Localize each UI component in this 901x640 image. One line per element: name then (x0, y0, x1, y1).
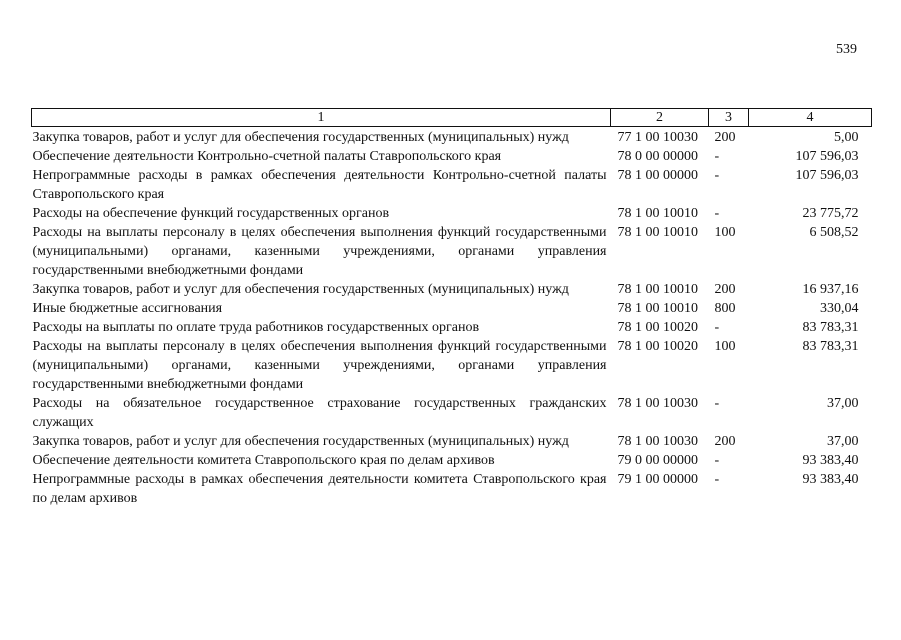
row-amount: 37,00 (827, 434, 859, 449)
table-row (32, 451, 872, 470)
row-name: Закупка товаров, работ и услуг для обеспечения государственных (муниципальных) нужд (32, 282, 569, 297)
table-row (32, 127, 872, 148)
row-name: Расходы на обязательное государственное страхование государственных гражданских служащих (32, 396, 607, 430)
row-code: 79 1 00 00000 (617, 472, 698, 487)
row-code: 78 1 00 10030 (617, 434, 698, 449)
row-kind: 200 (714, 434, 736, 449)
row-name: Расходы на выплаты персоналу в целях обеспечения выполнения функций государственными (муниципальными) органами, казенными учреждениями, органами управления государственными внебюджетными фондами (32, 225, 607, 278)
row-code: 78 1 00 10010 (617, 301, 698, 316)
row-name: Обеспечение деятельности Контрольно-счетной палаты Ставропольского края (32, 149, 502, 164)
row-code: 78 1 00 10020 (617, 320, 698, 335)
budget-table (31, 108, 872, 508)
row-kind: 200 (714, 282, 736, 297)
table-row (32, 166, 872, 204)
row-amount: 107 596,03 (795, 168, 859, 183)
table-row (32, 280, 872, 299)
row-name: Непрограммные расходы в рамках обеспечения деятельности Контрольно-счетной палаты Ставропольского края (32, 168, 607, 202)
table-header-row (32, 109, 872, 127)
row-kind: - (714, 453, 720, 468)
table-row (32, 337, 872, 394)
column-header-1: 1 (32, 109, 611, 127)
row-name: Закупка товаров, работ и услуг для обеспечения государственных (муниципальных) нужд (32, 434, 569, 449)
row-name: Непрограммные расходы в рамках обеспечения деятельности комитета Ставропольского края по делам архивов (32, 472, 607, 506)
row-kind: - (714, 206, 720, 221)
row-kind: - (714, 320, 720, 335)
row-kind: 200 (714, 130, 736, 145)
row-amount: 83 783,31 (802, 320, 859, 335)
row-kind: 100 (714, 339, 736, 354)
table-row (32, 204, 872, 223)
row-name: Закупка товаров, работ и услуг для обеспечения государственных (муниципальных) нужд (32, 130, 569, 145)
row-amount: 37,00 (827, 396, 859, 411)
row-amount: 83 783,31 (802, 339, 859, 354)
row-kind: 800 (714, 301, 736, 316)
row-amount: 330,04 (820, 301, 859, 316)
row-code: 78 0 00 00000 (617, 149, 698, 164)
row-code: 77 1 00 10030 (617, 130, 698, 145)
row-name: Расходы на обеспечение функций государственных органов (32, 206, 390, 221)
row-amount: 16 937,16 (802, 282, 859, 297)
row-code: 79 0 00 00000 (617, 453, 698, 468)
table-row (32, 470, 872, 508)
row-name: Расходы на выплаты персоналу в целях обеспечения выполнения функций государственными (муниципальными) органами, казенными учреждениями, органами управления государственными внебюджетными фондами (32, 339, 607, 392)
table-row (32, 432, 872, 451)
table-row (32, 394, 872, 432)
table-row (32, 223, 872, 280)
column-header-2: 2 (611, 109, 709, 127)
column-header-4: 4 (749, 109, 872, 127)
row-name: Расходы на выплаты по оплате труда работников государственных органов (32, 320, 480, 335)
row-amount: 93 383,40 (802, 453, 859, 468)
table-header (32, 109, 872, 127)
row-name: Иные бюджетные ассигнования (32, 301, 223, 316)
table-row (32, 147, 872, 166)
row-amount: 107 596,03 (795, 149, 859, 164)
table-body (32, 127, 872, 509)
page-number: 539 (836, 42, 857, 57)
row-code: 78 1 00 10010 (617, 282, 698, 297)
row-kind: - (714, 149, 720, 164)
row-code: 78 1 00 00000 (617, 168, 698, 183)
row-amount: 93 383,40 (802, 472, 859, 487)
row-code: 78 1 00 10010 (617, 206, 698, 221)
table-row (32, 299, 872, 318)
row-kind: - (714, 168, 720, 183)
column-header-3: 3 (709, 109, 749, 127)
row-kind: - (714, 472, 720, 487)
row-name: Обеспечение деятельности комитета Ставропольского края по делам архивов (32, 453, 495, 468)
row-amount: 5,00 (834, 130, 859, 145)
row-code: 78 1 00 10020 (617, 339, 698, 354)
row-code: 78 1 00 10010 (617, 225, 698, 240)
row-amount: 23 775,72 (802, 206, 859, 221)
row-amount: 6 508,52 (809, 225, 859, 240)
row-code: 78 1 00 10030 (617, 396, 698, 411)
row-kind: - (714, 396, 720, 411)
row-kind: 100 (714, 225, 736, 240)
table-row (32, 318, 872, 337)
